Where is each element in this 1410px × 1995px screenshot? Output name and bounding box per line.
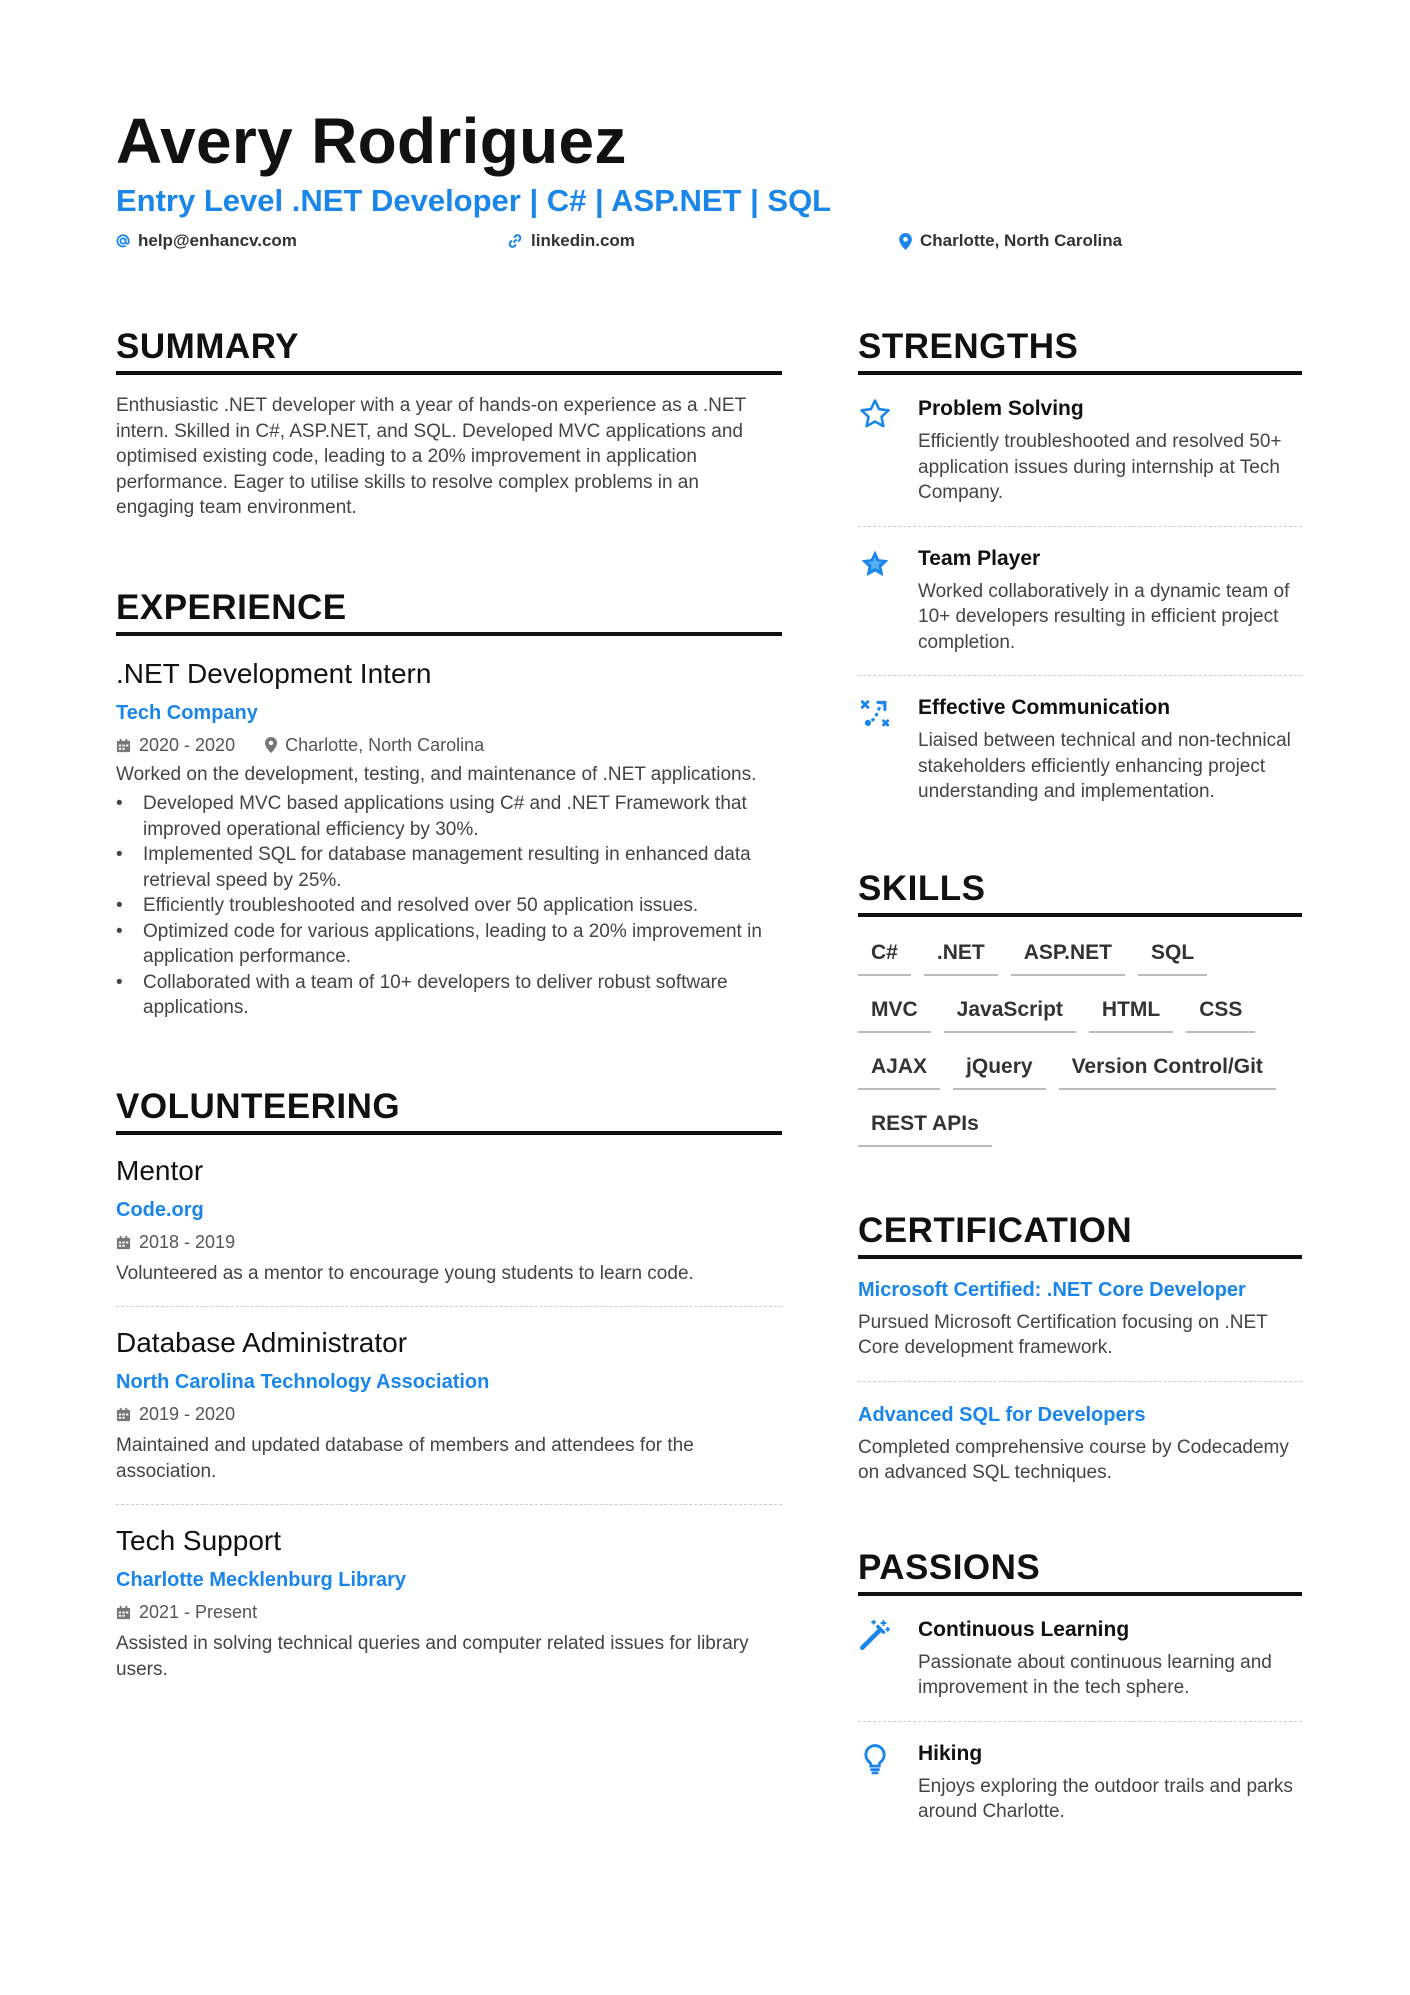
- left-column: [116, 325, 782, 1682]
- summary-heading: SUMMARY: [116, 325, 782, 375]
- volunteer-dates: 2019 - 2020: [139, 1404, 236, 1424]
- certification-description: Pursued Microsoft Certification focusing on .NET Core development framework.: [858, 1311, 1268, 1358]
- volunteering-entry: [116, 1155, 782, 1287]
- volunteer-org[interactable]: Charlotte Mecklenburg Library: [116, 1569, 407, 1591]
- experience-description: Worked on the development, testing, and maintenance of .NET applications.: [116, 763, 757, 785]
- calendar-icon: [116, 738, 131, 753]
- strategy-icon: [858, 696, 918, 805]
- strength-title: Problem Solving: [918, 397, 1084, 420]
- email-text: help@enhancv.com: [138, 231, 297, 250]
- experience-entry: [116, 658, 782, 1021]
- strength-item: [858, 547, 1302, 656]
- right-column: [858, 325, 1302, 1825]
- volunteering-heading: VOLUNTEERING: [116, 1085, 782, 1135]
- volunteer-description: Assisted in solving technical queries and computer related issues for library users.: [116, 1633, 749, 1680]
- divider: [858, 675, 1302, 676]
- divider: [858, 1381, 1302, 1382]
- experience-bullets: [116, 791, 782, 1021]
- skill-tag: REST APIs: [858, 1112, 992, 1147]
- bullet-item: • Implemented SQL for database management resulting in enhanced data retrieval speed by 25%.: [116, 842, 782, 893]
- skill-tag: SQL: [1138, 941, 1207, 976]
- passion-description: Passionate about continuous learning and improvement in the tech sphere.: [918, 1651, 1272, 1698]
- calendar-icon: [116, 1605, 131, 1620]
- passion-title: Continuous Learning: [918, 1617, 1130, 1641]
- strength-item: [858, 397, 1302, 506]
- calendar-icon: [116, 1235, 131, 1250]
- location-pin-icon: [899, 233, 912, 250]
- strengths-heading: STRENGTHS: [858, 325, 1302, 375]
- strength-description: Efficiently troubleshooted and resolved 50+ application issues during internship at Tech Company.: [918, 431, 1282, 503]
- passion-item: [858, 1742, 1302, 1825]
- skill-tag: CSS: [1186, 998, 1255, 1033]
- strength-description: Worked collaboratively in a dynamic team of 10+ developers resulting in efficient project completion.: [918, 580, 1290, 653]
- skill-tag: .NET: [924, 941, 998, 976]
- volunteer-description: Volunteered as a mentor to encourage young students to learn code.: [116, 1262, 694, 1284]
- passion-description: Enjoys exploring the outdoor trails and parks around Charlotte.: [918, 1775, 1293, 1822]
- skill-tag: C#: [858, 941, 911, 976]
- volunteer-description: Maintained and updated database of members and attendees for the association.: [116, 1435, 694, 1482]
- star-outline-icon: [858, 397, 918, 506]
- certification-heading: CERTIFICATION: [858, 1209, 1302, 1259]
- volunteer-role: Mentor: [116, 1154, 204, 1186]
- contact-linkedin[interactable]: [507, 231, 635, 251]
- bullet-item: • Optimized code for various applications, leading to a 20% improvement in application performance.: [116, 919, 782, 970]
- link-icon: [507, 233, 523, 249]
- skills-heading: SKILLS: [858, 867, 1302, 917]
- volunteer-meta: [116, 1602, 782, 1623]
- volunteer-role: Database Administrator: [116, 1327, 408, 1358]
- volunteering-entry: [116, 1327, 782, 1484]
- certification-title[interactable]: Advanced SQL for Developers: [858, 1403, 1146, 1426]
- experience-location: Charlotte, North Carolina: [285, 734, 485, 755]
- at-icon: [116, 234, 130, 248]
- volunteer-dates: 2021 - Present: [139, 1602, 258, 1622]
- divider: [116, 1504, 782, 1505]
- skill-tag: MVC: [858, 998, 931, 1033]
- experience-dates: 2020 - 2020: [139, 734, 236, 755]
- experience-company[interactable]: Tech Company: [116, 701, 258, 724]
- divider: [116, 1306, 782, 1307]
- bullet-item: • Efficiently troubleshooted and resolved over 50 application issues.: [116, 893, 782, 919]
- certification-item: [858, 1404, 1302, 1486]
- divider: [858, 1721, 1302, 1722]
- bullet-item: • Developed MVC based applications using C# and .NET Framework that improved operational efficiency by 30%.: [116, 791, 782, 842]
- volunteer-org[interactable]: North Carolina Technology Association: [116, 1371, 490, 1393]
- certification-title[interactable]: Microsoft Certified: .NET Core Developer: [858, 1278, 1246, 1301]
- skill-tag: ASP.NET: [1011, 941, 1125, 976]
- volunteering-entry: [116, 1525, 782, 1682]
- volunteer-meta: [116, 1404, 782, 1425]
- location-pin-icon: [265, 737, 277, 753]
- skill-tag: AJAX: [858, 1055, 940, 1090]
- strength-title: Effective Communication: [918, 696, 1171, 719]
- contact-email[interactable]: [116, 231, 297, 251]
- skill-tag: Version Control/Git: [1059, 1055, 1276, 1090]
- bullet-item: • Collaborated with a team of 10+ developers to deliver robust software applications.: [116, 970, 782, 1021]
- calendar-icon: [116, 1407, 131, 1422]
- experience-role: .NET Development Intern: [116, 657, 432, 689]
- volunteer-org[interactable]: Code.org: [116, 1198, 204, 1221]
- passion-item: [858, 1618, 1302, 1701]
- location-text: Charlotte, North Carolina: [920, 231, 1123, 250]
- candidate-name: Avery Rodriguez: [116, 105, 627, 177]
- skill-tag: JavaScript: [944, 998, 1076, 1033]
- certification-item: [858, 1279, 1302, 1361]
- passion-title: Hiking: [918, 1741, 983, 1765]
- linkedin-text: linkedin.com: [531, 231, 635, 250]
- lightbulb-icon: [858, 1742, 918, 1825]
- skills-list: [858, 941, 1302, 1169]
- candidate-headline: Entry Level .NET Developer | C# | ASP.NET | SQL: [116, 183, 832, 218]
- volunteer-dates: 2018 - 2019: [139, 1231, 236, 1252]
- strength-title: Team Player: [918, 546, 1041, 570]
- divider: [858, 526, 1302, 527]
- skill-tag: HTML: [1089, 998, 1173, 1033]
- experience-heading: EXPERIENCE: [116, 586, 782, 636]
- experience-meta: [116, 735, 782, 756]
- certification-description: Completed comprehensive course by Codecademy on advanced SQL techniques.: [858, 1436, 1289, 1483]
- strength-item: [858, 696, 1302, 805]
- magic-wand-icon: [858, 1618, 918, 1701]
- volunteer-role: Tech Support: [116, 1525, 281, 1556]
- volunteer-meta: [116, 1232, 782, 1253]
- passions-heading: PASSIONS: [858, 1546, 1302, 1596]
- skill-tag: jQuery: [953, 1055, 1046, 1090]
- star-badge-icon: [858, 547, 918, 656]
- contact-location: [899, 231, 1122, 251]
- strength-description: Liaised between technical and non-technical stakeholders efficiently enhancing project understanding and implementation.: [918, 730, 1291, 802]
- summary-text: Enthusiastic .NET developer with a year of hands-on experience as a .NET intern. Skilled in C#, ASP.NET, and SQL. Developed MVC applications and optimised existing code, leading to a 20% improvement in application performance. Eager to utilise skills to resolve complex problems in an engaging team environment.: [116, 395, 746, 518]
